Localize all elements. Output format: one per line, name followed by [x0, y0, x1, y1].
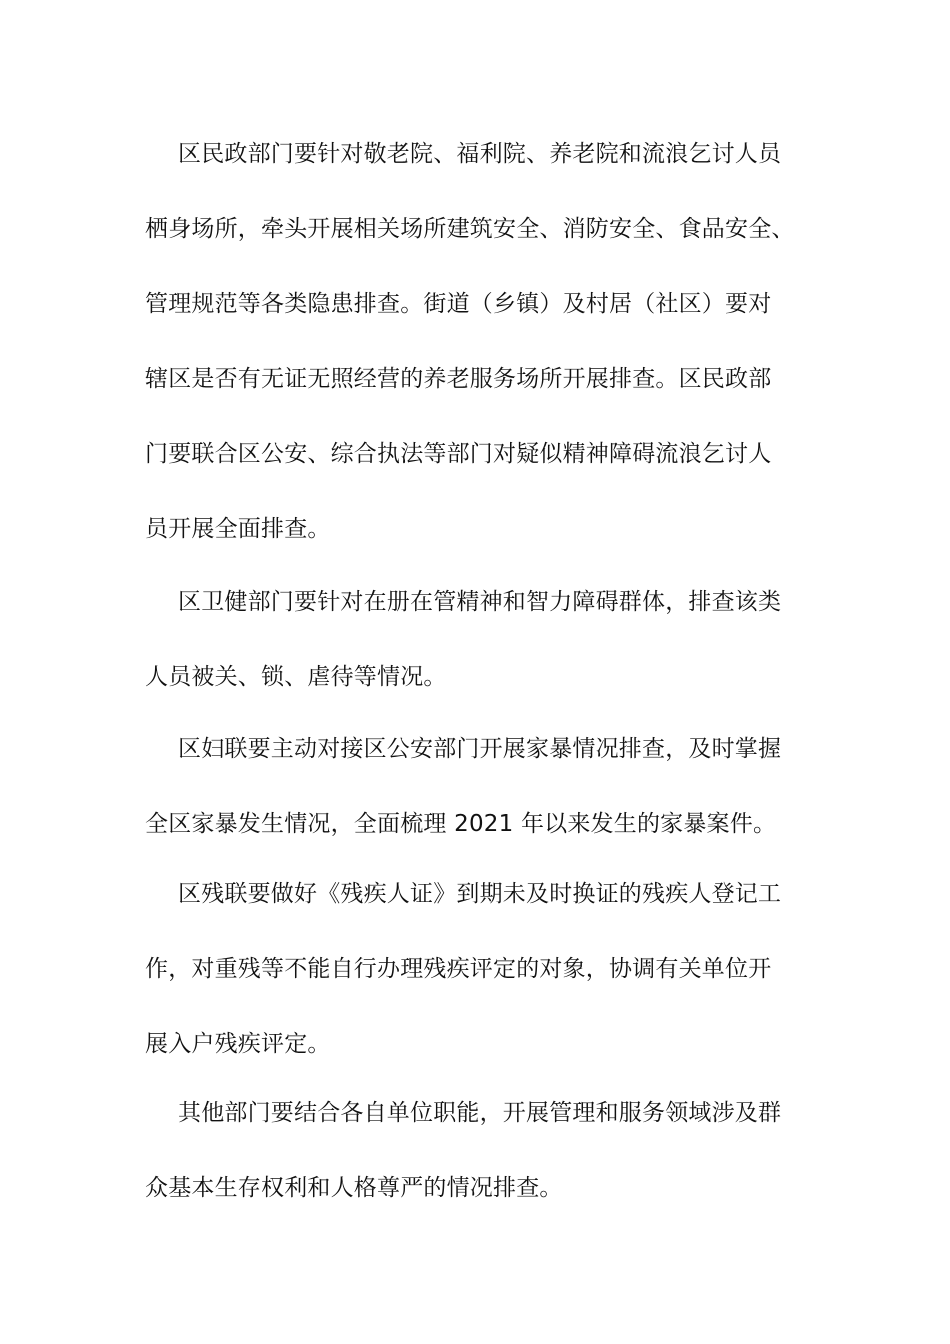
text-line: 全区家暴发生情况，全面梳理 2021 年以来发生的家暴案件。	[145, 811, 777, 837]
text-line: 辖区是否有无证无照经营的养老服务场所开展排查。区民政部	[145, 366, 772, 392]
text-line: 区卫健部门要针对在册在管精神和智力障碍群体，排查该类	[178, 589, 782, 615]
text-line: 作，对重残等不能自行办理残疾评定的对象，协调有关单位开	[145, 956, 772, 982]
text-line: 区民政部门要针对敬老院、福利院、养老院和流浪乞讨人员	[178, 141, 782, 167]
text-line: 其他部门要结合各自单位职能，开展管理和服务领域涉及群	[178, 1100, 782, 1126]
text-line: 人员被关、锁、虐待等情况。	[145, 664, 447, 690]
text-line: 展入户残疾评定。	[145, 1031, 331, 1057]
text-line: 员开展全面排查。	[145, 516, 331, 542]
text-line: 门要联合区公安、综合执法等部门对疑似精神障碍流浪乞讨人	[145, 441, 772, 467]
text-line: 区妇联要主动对接区公安部门开展家暴情况排查，及时掌握	[178, 736, 782, 762]
text-line: 栖身场所，牵头开展相关场所建筑安全、消防安全、食品安全、	[145, 216, 795, 242]
text-line: 管理规范等各类隐患排查。街道（乡镇）及村居（社区）要对	[145, 291, 772, 317]
text-line: 区残联要做好《残疾人证》到期未及时换证的残疾人登记工	[178, 881, 782, 907]
text-line: 众基本生存权利和人格尊严的情况排查。	[145, 1175, 563, 1201]
